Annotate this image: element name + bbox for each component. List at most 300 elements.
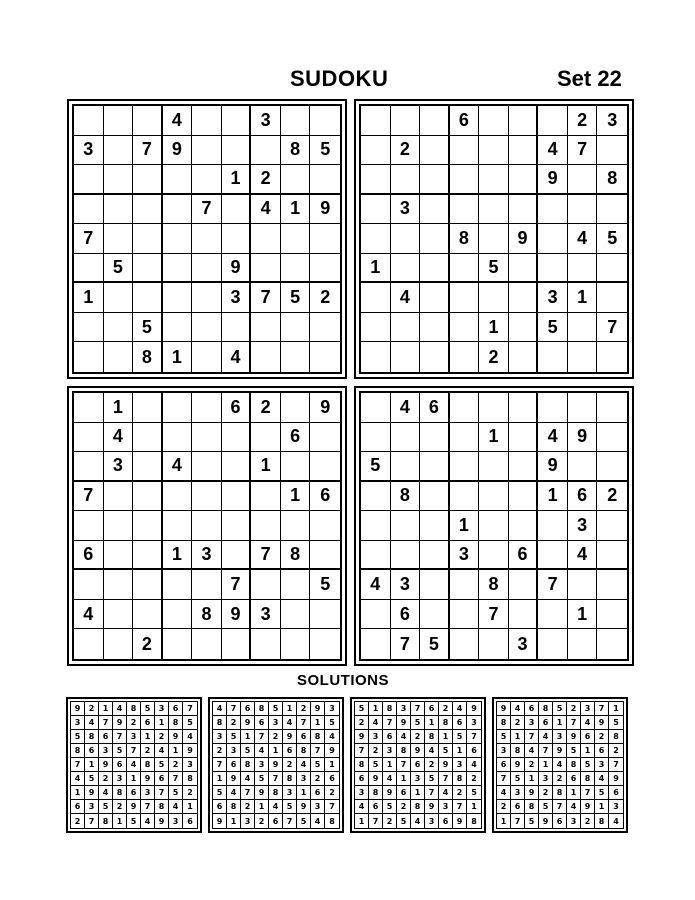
puzzle-cell: 5 — [597, 224, 627, 254]
puzzle-cell[interactable] — [568, 165, 598, 195]
puzzle-cell[interactable] — [281, 106, 311, 136]
puzzle-cell[interactable] — [281, 452, 311, 482]
puzzle-cell[interactable] — [479, 136, 509, 166]
solution-cell: 9 — [511, 758, 525, 772]
puzzle-cell[interactable] — [450, 136, 480, 166]
puzzle-cell[interactable] — [568, 195, 598, 225]
puzzle-cell[interactable] — [104, 283, 134, 313]
solution-cell: 3 — [297, 772, 311, 786]
solution-cell: 2 — [567, 702, 581, 716]
puzzle-cell[interactable] — [222, 313, 252, 343]
puzzle-cell[interactable] — [361, 482, 391, 512]
puzzle-cell[interactable] — [104, 165, 134, 195]
puzzle-cell[interactable] — [568, 254, 598, 284]
solution-cell: 5 — [85, 772, 99, 786]
puzzle-grid-4 — [354, 386, 634, 666]
puzzle-cell[interactable] — [509, 283, 539, 313]
solution-cell: 7 — [255, 730, 269, 744]
puzzle-cell[interactable] — [74, 165, 104, 195]
puzzle-cell[interactable] — [133, 106, 163, 136]
puzzle-cell[interactable] — [509, 393, 539, 423]
puzzle-cell: 1 — [281, 195, 311, 225]
puzzle-cell[interactable] — [597, 283, 627, 313]
solution-grid-4 — [492, 697, 628, 833]
solution-cell: 1 — [595, 800, 609, 814]
puzzle-cell[interactable] — [391, 541, 421, 571]
puzzle-cell[interactable] — [74, 254, 104, 284]
puzzle-cell[interactable] — [420, 165, 450, 195]
puzzle-grid-2 — [354, 99, 634, 379]
puzzle-cell[interactable] — [104, 106, 134, 136]
puzzle-cell[interactable] — [597, 629, 627, 659]
puzzle-cell: 1 — [281, 482, 311, 512]
puzzle-cell[interactable] — [450, 254, 480, 284]
puzzle-cell[interactable] — [133, 511, 163, 541]
puzzle-cell[interactable] — [450, 393, 480, 423]
puzzle-cell[interactable] — [281, 342, 311, 372]
puzzle-cell: 4 — [568, 541, 598, 571]
puzzle-cell[interactable] — [538, 600, 568, 630]
puzzle-cell[interactable] — [222, 511, 252, 541]
solution-cell: 4 — [169, 800, 183, 814]
puzzle-cell[interactable] — [281, 224, 311, 254]
puzzle-cell[interactable] — [222, 136, 252, 166]
solution-cell: 9 — [127, 800, 141, 814]
puzzle-cell[interactable] — [509, 313, 539, 343]
puzzle-cell[interactable] — [281, 600, 311, 630]
puzzle-cell[interactable] — [450, 570, 480, 600]
puzzle-cell[interactable] — [133, 254, 163, 284]
puzzle-cell[interactable] — [509, 511, 539, 541]
puzzle-cell[interactable] — [222, 629, 252, 659]
solution-cell: 9 — [113, 716, 127, 730]
puzzle-cell[interactable] — [133, 195, 163, 225]
puzzle-cell[interactable] — [568, 570, 598, 600]
puzzle-cell[interactable] — [479, 482, 509, 512]
puzzle-cell: 7 — [74, 224, 104, 254]
puzzle-cell[interactable] — [597, 511, 627, 541]
puzzle-cell[interactable] — [104, 541, 134, 571]
puzzle-cell: 4 — [251, 195, 281, 225]
puzzle-cell[interactable] — [509, 423, 539, 453]
puzzle-cell[interactable] — [74, 452, 104, 482]
puzzle-cell[interactable] — [538, 342, 568, 372]
solution-cell: 5 — [325, 716, 339, 730]
puzzle-cell[interactable] — [361, 511, 391, 541]
puzzle-cell[interactable] — [361, 342, 391, 372]
puzzle-cell[interactable] — [310, 541, 340, 571]
puzzle-cell[interactable] — [391, 342, 421, 372]
puzzle-cell[interactable] — [361, 106, 391, 136]
puzzle-cell[interactable] — [450, 600, 480, 630]
puzzle-cell[interactable] — [391, 165, 421, 195]
puzzle-cell[interactable] — [74, 342, 104, 372]
puzzle-cell[interactable] — [251, 136, 281, 166]
puzzle-cell[interactable] — [361, 195, 391, 225]
puzzle-cell[interactable] — [420, 423, 450, 453]
puzzle-cell[interactable] — [509, 482, 539, 512]
puzzle-cell[interactable] — [281, 629, 311, 659]
solution-cell: 7 — [183, 702, 197, 716]
puzzle-cell[interactable] — [310, 254, 340, 284]
solution-cell: 5 — [539, 800, 553, 814]
puzzle-cell[interactable] — [361, 136, 391, 166]
puzzle-cell[interactable] — [361, 629, 391, 659]
puzzle-cell: 7 — [251, 541, 281, 571]
solution-cell: 6 — [525, 702, 539, 716]
puzzle-cell[interactable] — [391, 106, 421, 136]
puzzle-cell[interactable] — [104, 511, 134, 541]
puzzle-cell[interactable] — [310, 452, 340, 482]
puzzle-cell: 6 — [74, 541, 104, 571]
puzzle-cell: 7 — [479, 600, 509, 630]
puzzle-cell[interactable] — [192, 423, 222, 453]
puzzle-cell[interactable] — [361, 283, 391, 313]
solution-cell: 2 — [425, 758, 439, 772]
puzzle-cell[interactable] — [509, 195, 539, 225]
solution-cell: 4 — [595, 772, 609, 786]
puzzle-cell[interactable] — [450, 452, 480, 482]
puzzle-cell[interactable] — [479, 165, 509, 195]
puzzle-cell[interactable] — [597, 136, 627, 166]
puzzle-cell[interactable] — [192, 342, 222, 372]
puzzle-cell[interactable] — [104, 313, 134, 343]
puzzle-cell[interactable] — [163, 254, 193, 284]
solution-cell: 6 — [169, 702, 183, 716]
puzzle-cell[interactable] — [568, 342, 598, 372]
puzzle-cell[interactable] — [420, 452, 450, 482]
puzzle-cell[interactable] — [450, 313, 480, 343]
puzzle-cell[interactable] — [310, 423, 340, 453]
solution-cell: 8 — [71, 744, 85, 758]
puzzle-cell[interactable] — [281, 313, 311, 343]
puzzle-cell[interactable] — [538, 106, 568, 136]
puzzle-cell[interactable] — [391, 224, 421, 254]
puzzle-cell[interactable] — [509, 254, 539, 284]
solution-cell: 1 — [241, 730, 255, 744]
puzzle-cell[interactable] — [450, 423, 480, 453]
puzzle-cell[interactable] — [222, 482, 252, 512]
puzzle-cell[interactable] — [104, 629, 134, 659]
solution-cell: 5 — [141, 702, 155, 716]
puzzle-cell[interactable] — [479, 283, 509, 313]
puzzle-cell[interactable] — [391, 452, 421, 482]
solution-cell: 1 — [397, 772, 411, 786]
puzzle-cell[interactable] — [192, 393, 222, 423]
puzzle-cell[interactable] — [310, 629, 340, 659]
puzzle-cell: 3 — [251, 106, 281, 136]
solution-cell: 8 — [453, 772, 467, 786]
puzzle-cell[interactable] — [420, 313, 450, 343]
puzzle-cell[interactable] — [479, 452, 509, 482]
puzzle-cell[interactable] — [222, 423, 252, 453]
puzzle-cell[interactable] — [74, 313, 104, 343]
solution-cell: 9 — [227, 772, 241, 786]
puzzle-cell[interactable] — [310, 313, 340, 343]
solution-cell: 7 — [241, 786, 255, 800]
puzzle-cell[interactable] — [597, 342, 627, 372]
puzzle-cell[interactable] — [133, 600, 163, 630]
puzzle-cell[interactable] — [163, 224, 193, 254]
puzzle-cell[interactable] — [192, 511, 222, 541]
puzzle-cell[interactable] — [361, 393, 391, 423]
solution-cell: 5 — [411, 716, 425, 730]
puzzle-cell[interactable] — [509, 600, 539, 630]
puzzle-cell[interactable] — [597, 452, 627, 482]
puzzle-cell[interactable] — [163, 393, 193, 423]
puzzle-cell[interactable] — [420, 195, 450, 225]
puzzle-cell[interactable] — [310, 600, 340, 630]
puzzle-cell[interactable] — [133, 283, 163, 313]
puzzle-cell[interactable] — [361, 541, 391, 571]
puzzle-cell[interactable] — [361, 313, 391, 343]
puzzle-cell[interactable] — [163, 511, 193, 541]
puzzle-cell[interactable] — [479, 106, 509, 136]
puzzle-cell[interactable] — [74, 423, 104, 453]
solution-cell: 3 — [311, 800, 325, 814]
puzzle-cell[interactable] — [479, 224, 509, 254]
puzzle-cell: 5 — [104, 254, 134, 284]
solution-cell: 7 — [213, 758, 227, 772]
solution-cell: 7 — [85, 814, 99, 828]
puzzle-cell[interactable] — [133, 224, 163, 254]
puzzle-cell: 1 — [568, 283, 598, 313]
puzzle-cell[interactable] — [450, 283, 480, 313]
puzzle-cell[interactable] — [281, 511, 311, 541]
puzzle-cell[interactable] — [192, 452, 222, 482]
solution-cell: 1 — [155, 716, 169, 730]
puzzle-cell[interactable] — [538, 254, 568, 284]
puzzle-cell[interactable] — [361, 224, 391, 254]
puzzle-cell[interactable] — [479, 541, 509, 571]
puzzle-cell[interactable] — [310, 165, 340, 195]
solution-cell: 3 — [383, 744, 397, 758]
puzzle-cell[interactable] — [74, 195, 104, 225]
puzzle-cell[interactable] — [163, 165, 193, 195]
puzzle-cell[interactable] — [538, 511, 568, 541]
puzzle-cell[interactable] — [133, 482, 163, 512]
puzzle-cell[interactable] — [163, 570, 193, 600]
solution-cell: 3 — [99, 744, 113, 758]
puzzle-cell[interactable] — [450, 165, 480, 195]
puzzle-cell[interactable] — [192, 570, 222, 600]
puzzle-cell[interactable] — [450, 195, 480, 225]
puzzle-cell[interactable] — [597, 423, 627, 453]
puzzle-cell: 2 — [251, 393, 281, 423]
puzzle-cell[interactable] — [163, 195, 193, 225]
puzzle-cell[interactable] — [104, 136, 134, 166]
puzzle-cell[interactable] — [391, 511, 421, 541]
solution-cell: 5 — [397, 814, 411, 828]
puzzle-cell[interactable] — [420, 482, 450, 512]
puzzle-cell[interactable] — [538, 629, 568, 659]
puzzle-cell[interactable] — [391, 423, 421, 453]
puzzle-cell[interactable] — [251, 511, 281, 541]
puzzle-cell[interactable] — [568, 313, 598, 343]
puzzle-cell[interactable] — [163, 600, 193, 630]
solution-cell: 4 — [71, 772, 85, 786]
puzzle-cell: 6 — [568, 482, 598, 512]
puzzle-cell[interactable] — [104, 342, 134, 372]
puzzle-cell[interactable] — [509, 136, 539, 166]
puzzle-cell[interactable] — [133, 541, 163, 571]
puzzle-cell[interactable] — [361, 165, 391, 195]
solution-cell: 5 — [269, 702, 283, 716]
solution-cell: 5 — [311, 758, 325, 772]
puzzle-cell[interactable] — [479, 511, 509, 541]
puzzle-cell[interactable] — [222, 224, 252, 254]
puzzle-cell[interactable] — [163, 283, 193, 313]
puzzle-cell[interactable] — [509, 106, 539, 136]
puzzle-cell[interactable] — [133, 570, 163, 600]
puzzle-cell[interactable] — [281, 254, 311, 284]
solution-cell: 3 — [581, 702, 595, 716]
puzzle-cell[interactable] — [192, 283, 222, 313]
puzzle-cell[interactable] — [597, 600, 627, 630]
solution-cell: 8 — [397, 744, 411, 758]
puzzle-cell[interactable] — [104, 482, 134, 512]
puzzle-cell[interactable] — [391, 254, 421, 284]
puzzle-cell[interactable] — [222, 541, 252, 571]
puzzle-cell[interactable] — [192, 482, 222, 512]
puzzle-cell[interactable] — [251, 224, 281, 254]
puzzle-cell[interactable] — [251, 629, 281, 659]
puzzle-cell[interactable] — [192, 165, 222, 195]
puzzle-cell[interactable] — [222, 106, 252, 136]
puzzle-cell[interactable] — [74, 106, 104, 136]
puzzle-cell[interactable] — [104, 195, 134, 225]
puzzle-cell[interactable] — [509, 452, 539, 482]
puzzle-cell[interactable] — [163, 629, 193, 659]
puzzle-cell: 3 — [74, 136, 104, 166]
puzzle-cell[interactable] — [361, 423, 391, 453]
puzzle-cell[interactable] — [568, 393, 598, 423]
puzzle-cell[interactable] — [163, 423, 193, 453]
puzzle-cell[interactable] — [597, 195, 627, 225]
puzzle-cell[interactable] — [192, 313, 222, 343]
solution-cell: 9 — [595, 716, 609, 730]
puzzle-cell[interactable] — [420, 106, 450, 136]
puzzle-cell[interactable] — [568, 629, 598, 659]
puzzle-cell[interactable] — [222, 452, 252, 482]
puzzle-cell: 9 — [222, 254, 252, 284]
puzzle-cell[interactable] — [509, 342, 539, 372]
puzzle-cell[interactable] — [310, 342, 340, 372]
puzzle-cell[interactable] — [391, 313, 421, 343]
solution-cell: 5 — [383, 800, 397, 814]
puzzle-cell[interactable] — [450, 342, 480, 372]
puzzle-cell[interactable] — [192, 106, 222, 136]
solution-cell: 6 — [553, 814, 567, 828]
puzzle-cell[interactable] — [133, 165, 163, 195]
puzzle-cell[interactable] — [450, 482, 480, 512]
puzzle-cell[interactable] — [163, 482, 193, 512]
puzzle-cell: 1 — [163, 541, 193, 571]
puzzle-cell[interactable] — [479, 393, 509, 423]
puzzle-cell[interactable] — [251, 254, 281, 284]
puzzle-cell[interactable] — [192, 254, 222, 284]
solution-cell: 7 — [71, 758, 85, 772]
puzzle-cell[interactable] — [310, 511, 340, 541]
puzzle-cell[interactable] — [420, 283, 450, 313]
puzzle-cell[interactable] — [420, 254, 450, 284]
puzzle-cell[interactable] — [597, 570, 627, 600]
puzzle-cell[interactable] — [74, 393, 104, 423]
puzzle-cell[interactable] — [538, 393, 568, 423]
puzzle-cell[interactable] — [192, 136, 222, 166]
puzzle-cell[interactable] — [597, 541, 627, 571]
puzzle-cell[interactable] — [597, 393, 627, 423]
puzzle-cell[interactable] — [251, 423, 281, 453]
solution-cell: 7 — [355, 744, 369, 758]
puzzle-cell[interactable] — [192, 224, 222, 254]
puzzle-cell[interactable] — [450, 629, 480, 659]
solution-cell: 1 — [71, 786, 85, 800]
puzzle-cell[interactable] — [74, 570, 104, 600]
puzzle-cell[interactable] — [222, 195, 252, 225]
solution-cell: 2 — [255, 814, 269, 828]
puzzle-cell[interactable] — [163, 313, 193, 343]
puzzle-cell[interactable] — [538, 195, 568, 225]
solution-cell: 9 — [539, 814, 553, 828]
puzzle-cell[interactable] — [420, 224, 450, 254]
puzzle-cell: 6 — [450, 106, 480, 136]
puzzle-cell[interactable] — [420, 600, 450, 630]
puzzle-cell[interactable] — [420, 511, 450, 541]
puzzle-cell[interactable] — [251, 342, 281, 372]
puzzle-cell[interactable] — [538, 541, 568, 571]
puzzle-cell[interactable] — [133, 393, 163, 423]
puzzle-cell[interactable] — [281, 570, 311, 600]
puzzle-cell[interactable] — [104, 600, 134, 630]
puzzle-cell[interactable] — [310, 224, 340, 254]
solution-cell: 3 — [155, 702, 169, 716]
puzzle-cell[interactable] — [133, 452, 163, 482]
puzzle-cell: 4 — [538, 423, 568, 453]
puzzle-cell[interactable] — [597, 254, 627, 284]
puzzle-cell[interactable] — [479, 629, 509, 659]
solution-cell: 1 — [497, 814, 511, 828]
puzzle-cell[interactable] — [104, 224, 134, 254]
puzzle-cell[interactable] — [310, 106, 340, 136]
puzzle-cell[interactable] — [74, 629, 104, 659]
solution-cell: 2 — [581, 814, 595, 828]
puzzle-cell[interactable] — [420, 541, 450, 571]
puzzle-cell[interactable] — [420, 136, 450, 166]
puzzle-cell[interactable] — [568, 452, 598, 482]
puzzle-cell[interactable] — [509, 570, 539, 600]
solution-cell: 2 — [355, 716, 369, 730]
puzzle-cell[interactable] — [538, 224, 568, 254]
puzzle-cell[interactable] — [361, 600, 391, 630]
puzzle-cell: 1 — [450, 511, 480, 541]
puzzle-cell[interactable] — [133, 423, 163, 453]
puzzle-cell[interactable] — [192, 629, 222, 659]
puzzle-cell: 8 — [597, 165, 627, 195]
solution-cell: 4 — [355, 800, 369, 814]
puzzle-cell[interactable] — [251, 313, 281, 343]
puzzle-cell[interactable] — [479, 195, 509, 225]
puzzle-cell[interactable] — [281, 165, 311, 195]
puzzle-cell[interactable] — [281, 393, 311, 423]
puzzle-cell[interactable] — [509, 165, 539, 195]
puzzle-cell[interactable] — [74, 511, 104, 541]
puzzle-cell[interactable] — [251, 482, 281, 512]
puzzle-cell[interactable] — [420, 570, 450, 600]
puzzle-cell[interactable] — [420, 342, 450, 372]
puzzle-cell[interactable] — [251, 570, 281, 600]
puzzle-cell[interactable] — [104, 570, 134, 600]
